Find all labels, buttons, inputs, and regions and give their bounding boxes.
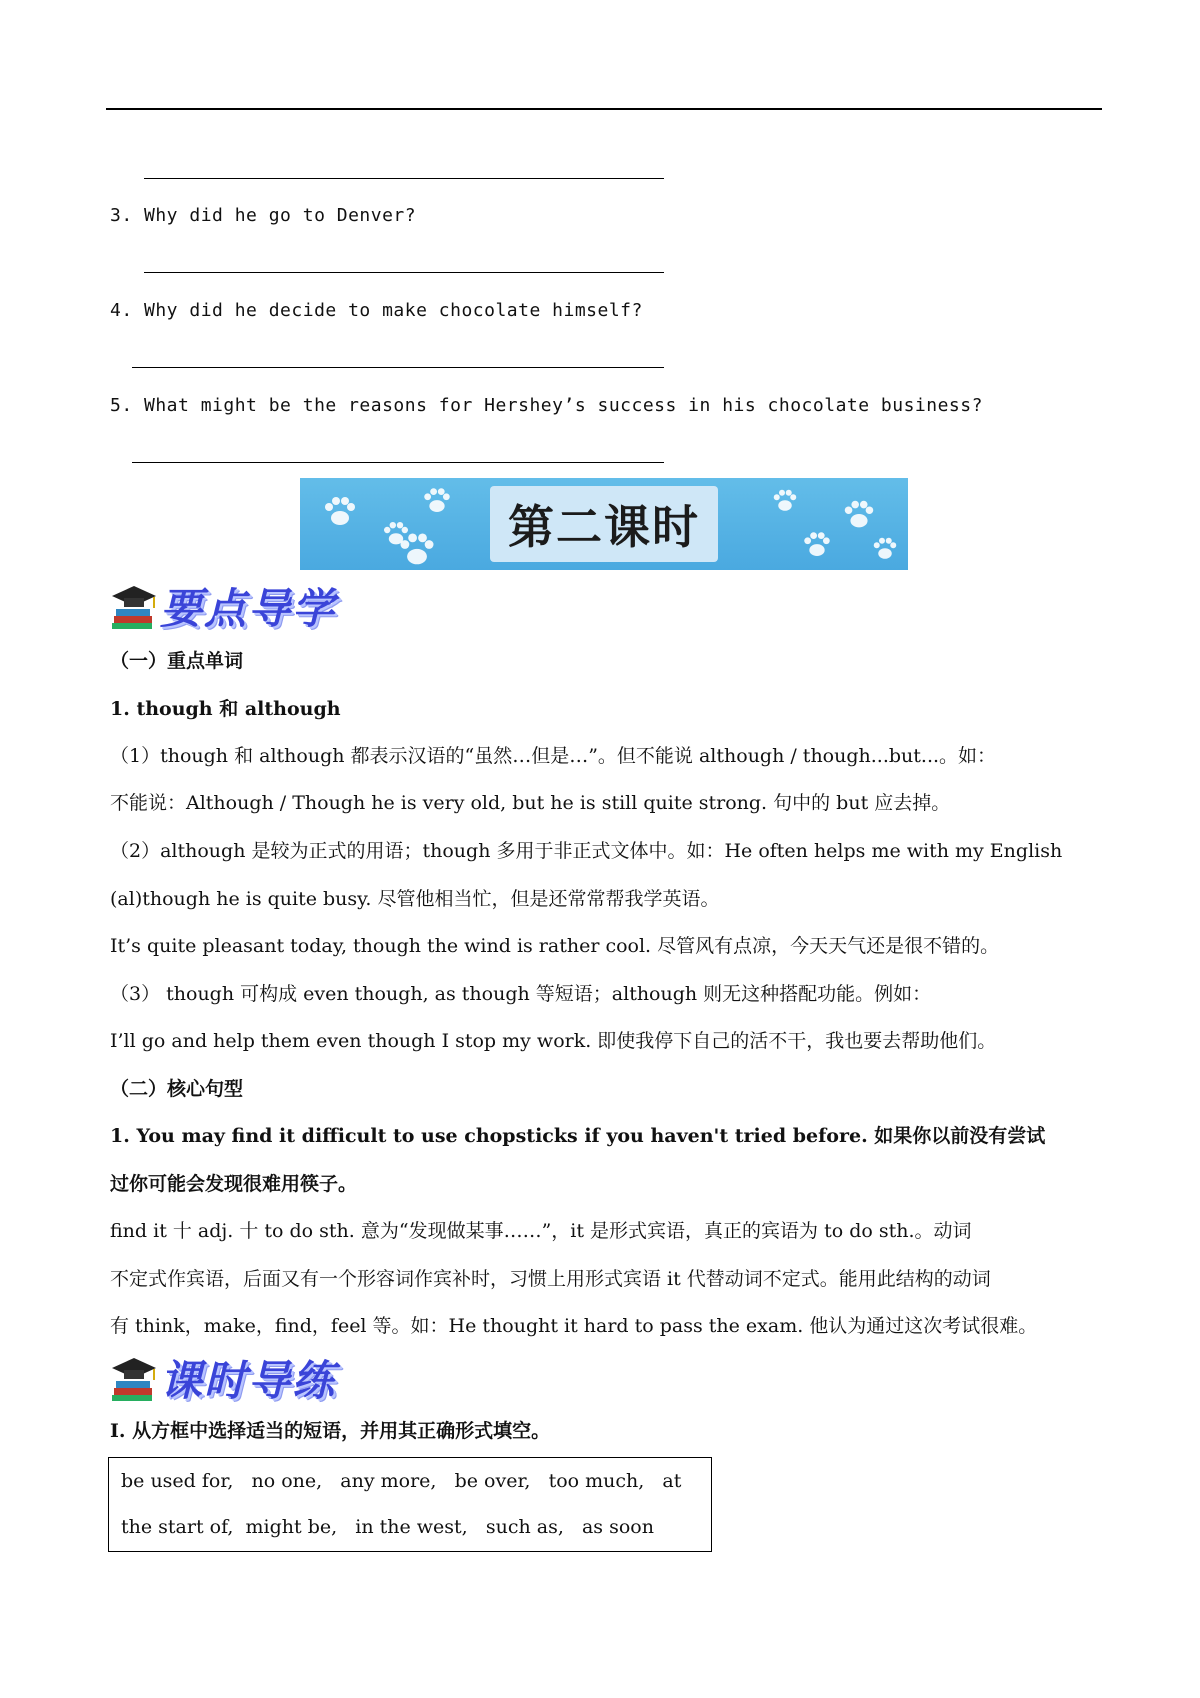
key-sentence-line-2: 过你可能会发现很难用筷子。 xyxy=(110,1173,358,1195)
paw-print-icon xyxy=(320,492,360,532)
phrase-box xyxy=(108,1457,712,1552)
paw-print-icon xyxy=(800,528,834,562)
answer-line xyxy=(132,367,664,368)
text-line: (al)though he is quite busy. 尽管他相当忙，但是还常常帮我学英语。 xyxy=(110,888,720,910)
paw-print-icon xyxy=(395,528,439,570)
banner-title-plate xyxy=(490,486,718,562)
explain-line: 有 think，make，find，feel 等。如：He thought it hard to pass the exam. 他认为通过这次考试很难。 xyxy=(110,1315,1038,1337)
question-5: 5. What might be the reasons for Hershey’s success in his chocolate business? xyxy=(110,395,983,416)
subheading-key-words: （一）重点单词 xyxy=(110,650,244,672)
phrase-box-row: the start of, might be, in the west, such as, as soon xyxy=(121,1516,654,1538)
banner-title: 第二课时 xyxy=(508,500,700,554)
text-line: （2）although 是较为正式的用语；though 多用于非正式文体中。如：He often helps me with my English xyxy=(110,840,1063,862)
answer-line xyxy=(144,272,664,273)
item-title: 1. though 和 although xyxy=(110,698,341,720)
graduation-cap-books-icon xyxy=(108,1352,160,1404)
text-line: It’s quite pleasant today, though the wind is rather cool. 尽管风有点凉，今天天气还是很不错的。 xyxy=(110,935,1000,957)
paw-print-icon xyxy=(870,534,900,564)
answer-line xyxy=(144,178,664,179)
key-sentence-line-1: 1. You may find it difficult to use chopsticks if you haven't tried before. 如果你以前没有尝试 xyxy=(110,1125,1046,1147)
graduation-cap-books-icon xyxy=(108,580,160,632)
section-heading-text: 课时导练 xyxy=(160,1356,337,1405)
question-4: 4. Why did he decide to make chocolate himself? xyxy=(110,300,643,321)
header-rule xyxy=(106,108,1102,110)
paw-print-icon xyxy=(420,484,454,518)
question-3: 3. Why did he go to Denver? xyxy=(110,205,417,226)
exercise-instruction: Ⅰ. 从方框中选择适当的短语，并用其正确形式填空。 xyxy=(110,1420,551,1442)
text-line: （3） though 可构成 even though, as though 等短语；although 则无这种搭配功能。例如： xyxy=(110,983,932,1005)
paw-print-icon xyxy=(770,486,800,516)
explain-line: find it 十 adj. 十 to do sth. 意为“发现做某事……”，it 是形式宾语，真正的宾语为 to do sth.。动词 xyxy=(110,1220,972,1242)
section-heading-text: 要点导学 xyxy=(160,584,337,633)
explain-line: 不定式作宾语，后面又有一个形容词作宾补时，习惯上用形式宾语 it 代替动词不定式。能用此结构的动词 xyxy=(110,1268,991,1290)
answer-line xyxy=(132,462,664,463)
section-heading-1 xyxy=(108,578,336,634)
subheading-core-sentences: （二）核心句型 xyxy=(110,1078,244,1100)
text-line: I’ll go and help them even though I stop my work. 即使我停下自己的活不干，我也要去帮助他们。 xyxy=(110,1030,997,1052)
text-line: （1）though 和 although 都表示汉语的“虽然…但是…”。但不能说 although / though...but...。如： xyxy=(110,745,997,767)
text-line: 不能说：Although / Though he is very old, but he is still quite strong. 句中的 but 应去掉。 xyxy=(110,792,951,814)
section-heading-2 xyxy=(108,1350,336,1406)
phrase-box-row: be used for, no one, any more, be over, too much, at xyxy=(121,1470,682,1492)
lesson-banner xyxy=(300,478,908,570)
paw-print-icon xyxy=(840,496,878,534)
